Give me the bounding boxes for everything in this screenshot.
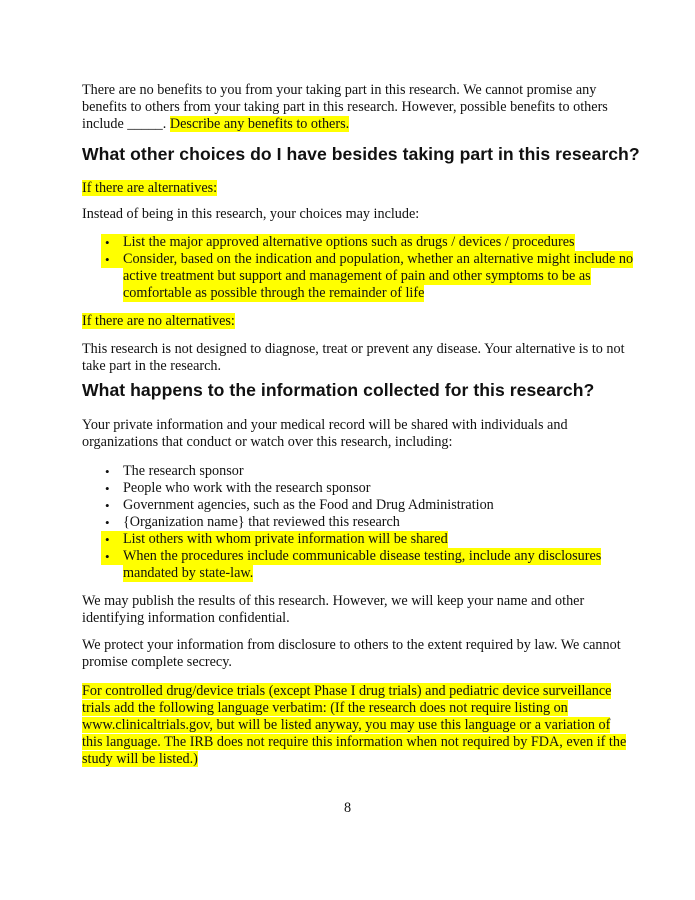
no-alternatives-paragraph xyxy=(82,341,627,375)
trials-line-3: www.clinicaltrials.gov, but will be listed anyway, you may use this language or a variation of xyxy=(82,717,611,733)
alternatives-bullet-1 xyxy=(101,234,621,251)
bullet-icon: • xyxy=(105,498,110,513)
benefits-line-3-text: include _____. xyxy=(82,116,170,132)
publish-line-1: We may publish the results of this research. However, we will keep your name and other xyxy=(82,593,585,609)
if-alternatives-highlight: If there are alternatives: xyxy=(82,180,218,196)
information-bullet-2 xyxy=(101,480,621,497)
information-bullet-2-text: People who work with the research sponsor xyxy=(123,480,371,496)
alternatives-bullet-2 xyxy=(101,251,634,302)
information-bullet-1-text: The research sponsor xyxy=(123,463,244,479)
alternatives-bullet-1-text: List the major approved alternative options such as drugs / devices / procedures xyxy=(123,234,575,250)
trials-line-5: study will be listed.) xyxy=(82,751,198,767)
trials-line-2: trials add the following language verbatim: (If the research does not require listing on xyxy=(82,700,568,716)
trials-line-4: this language. The IRB does not require this information when not required by FDA, even if the xyxy=(82,734,627,750)
alternatives-bullet-2-line-3: comfortable as possible through the remainder of life xyxy=(123,285,425,301)
alternatives-bullet-list xyxy=(101,234,634,302)
bullet-icon: • xyxy=(101,234,123,251)
no-alternatives-line-1: This research is not designed to diagnose, treat or prevent any disease. Your alternative is to not xyxy=(82,341,625,357)
benefits-instruction-highlight: Describe any benefits to others. xyxy=(169,116,350,132)
no-alternatives-line-2: take part in the research. xyxy=(82,358,222,374)
information-bullet-list xyxy=(101,463,621,582)
benefits-line-1: There are no benefits to you from your taking part in this research. We cannot promise any xyxy=(82,82,597,98)
heading-information-collected: What happens to the information collected for this research? xyxy=(82,380,595,400)
heading-other-choices: What other choices do I have besides taking part in this research? xyxy=(82,144,640,164)
benefits-line-2: benefits to others from your taking part in this research. However, possible benefits to others xyxy=(82,99,608,115)
information-bullet-3-text: Government agencies, such as the Food and Drug Administration xyxy=(123,497,494,513)
alternatives-intro: Instead of being in this research, your choices may include: xyxy=(82,206,420,222)
information-intro-line-2: organizations that conduct or watch over this research, including: xyxy=(82,434,453,450)
information-intro-line-1: Your private information and your medical record will be shared with individuals and xyxy=(82,417,568,433)
trials-instruction-paragraph xyxy=(82,683,627,768)
information-bullet-4 xyxy=(101,514,621,531)
information-bullet-6-line-2: mandated by state-law. xyxy=(123,565,254,581)
bullet-icon: • xyxy=(101,251,123,268)
information-bullet-1 xyxy=(101,463,621,480)
information-bullet-3 xyxy=(101,497,621,514)
benefits-paragraph xyxy=(82,82,627,133)
protect-line-2: promise complete secrecy. xyxy=(82,654,232,670)
protect-line-1: We protect your information from disclosure to others to the extent required by law. We cannot xyxy=(82,637,621,653)
information-intro-paragraph xyxy=(82,417,627,451)
benefits-line-3 xyxy=(82,116,627,133)
information-bullet-5-text: List others with whom private information will be shared xyxy=(123,531,448,547)
if-alternatives-note xyxy=(82,180,217,197)
page-number: 8 xyxy=(343,800,352,816)
publish-line-2: identifying information confidential. xyxy=(82,610,290,626)
bullet-icon: • xyxy=(101,548,123,565)
information-bullet-5 xyxy=(101,531,621,548)
bullet-icon: • xyxy=(105,515,110,530)
protect-paragraph xyxy=(82,637,627,671)
bullet-icon: • xyxy=(105,464,110,479)
if-no-alternatives-highlight: If there are no alternatives: xyxy=(82,313,235,329)
information-bullet-4-text: {Organization name} that reviewed this research xyxy=(123,514,400,530)
if-no-alternatives-note xyxy=(82,313,235,330)
information-bullet-6-line-1: When the procedures include communicable disease testing, include any disclosures xyxy=(123,548,602,564)
bullet-icon: • xyxy=(105,481,110,496)
publish-paragraph xyxy=(82,593,627,627)
alternatives-bullet-2-line-2: active treatment but support and management of pain and other symptoms to be as xyxy=(123,268,591,284)
bullet-icon: • xyxy=(101,531,123,548)
alternatives-bullet-2-line-1: Consider, based on the indication and population, whether an alternative might include no xyxy=(123,251,634,267)
information-bullet-6 xyxy=(101,548,621,582)
trials-line-1: For controlled drug/device trials (except Phase I drug trials) and pediatric device surveillance xyxy=(82,683,612,699)
